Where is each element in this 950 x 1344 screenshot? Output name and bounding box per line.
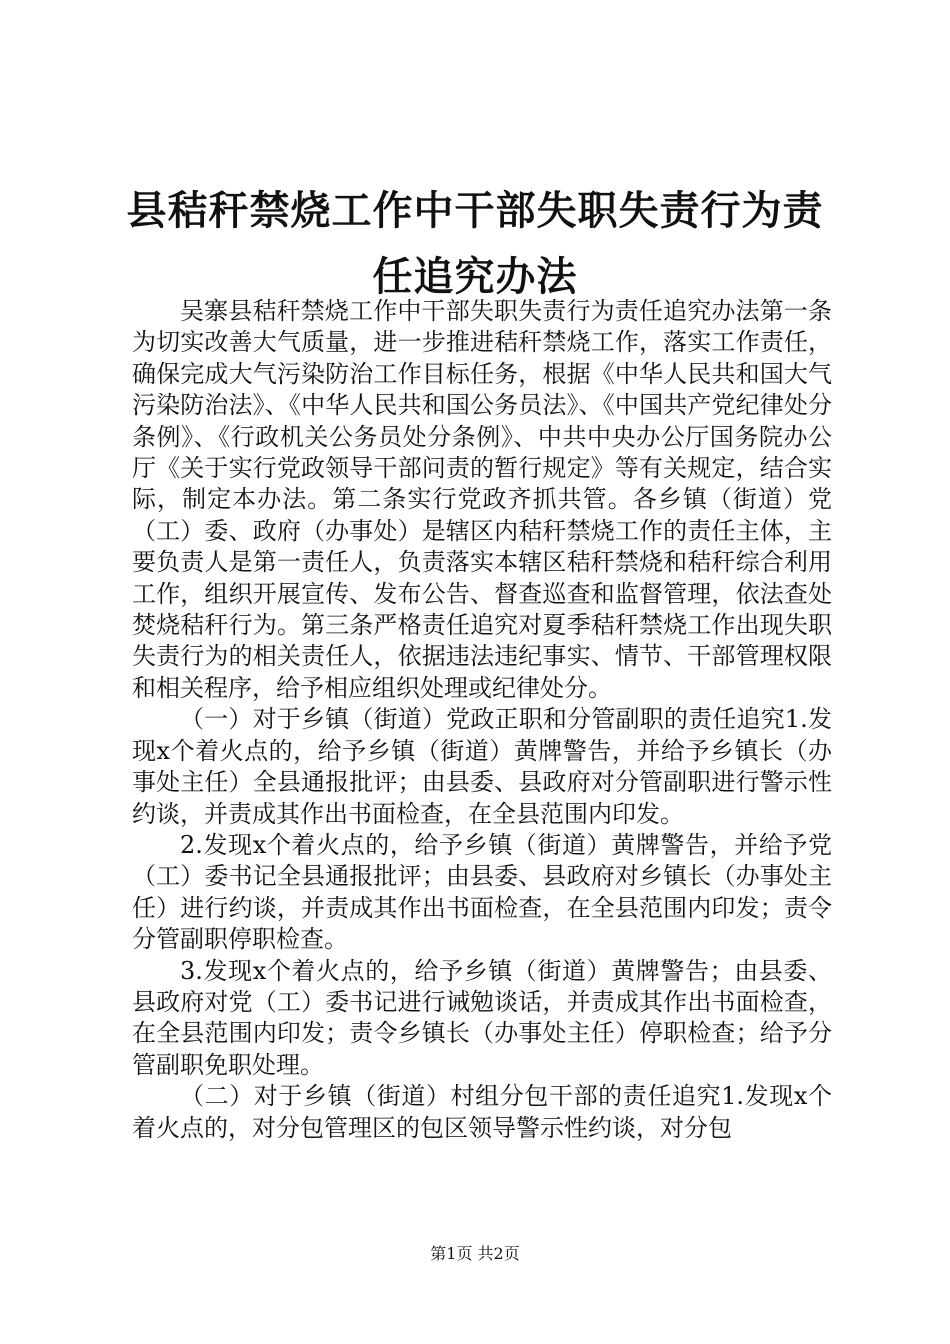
document-title: 县秸秆禁烧工作中干部失职失责行为责任追究办法 [126, 187, 824, 300]
paragraph-intro: 吴寨县秸秆禁烧工作中干部失职失责行为责任追究办法第一条为切实改善大气质量，进一步推进秸秆禁烧工作，落实工作责任，确保完成大气污染防治工作目标任务，根据《中华人民共和国大气污染防治法》、《中华人民共和国公务员法》、《中国共产党纪律处分条例》、《行政机关公务员处分条例》、中共中央办公厅国务院办公厅《关于实行党政领导干部问责的暂行规定》等有关规定，结合实际，制定本办法。第二条实行党政齐抓共管。各乡镇（街道）党（工）委、政府（办事处）是辖区内秸秆禁烧工作的责任主体，主要负责人是第一责任人，负责落实本辖区秸秆禁烧和秸秆综合利用工作，组织开展宣传、发布公告、督查巡查和监督管理，依法查处焚烧秸秆行为。第三条严格责任追究对夏季秸秆禁烧工作出现失职失责行为的相关责任人，依据违法违纪事实、情节、干部管理权限和相关程序，给予相应组织处理或纪律处分。 [132, 297, 832, 702]
paragraph-section-1: （一）对于乡镇（街道）党政正职和分管副职的责任追究1.发现x个着火点的，给予乡镇（街道）黄牌警告，并给予乡镇长（办事处主任）全县通报批评；由县委、县政府对分管副职进行警示性约谈，并责成其作出书面检查，在全县范围内印发。 [132, 705, 832, 828]
paragraph-item-3: 3.发现x个着火点的，给予乡镇（街道）黄牌警告；由县委、县政府对党（工）委书记进行诫勉谈话，并责成其作出书面检查，在全县范围内印发；责令乡镇长（办事处主任）停职检查；给予分管副职免职处理。 [132, 956, 832, 1079]
paragraph-item-2: 2.发现x个着火点的，给予乡镇（街道）黄牌警告，并给予党（工）委书记全县通报批评；由县委、县政府对乡镇长（办事处主任）进行约谈，并责成其作出书面检查，在全县范围内印发；责令分管副职停职检查。 [132, 830, 832, 954]
page-footer: 第1页 共2页 [430, 1244, 520, 1263]
document-body [132, 296, 832, 1144]
paragraph-section-2: （二）对于乡镇（街道）村组分包干部的责任追究1.发现x个着火点的，对分包管理区的包区领导警示性约谈，对分包 [132, 1082, 832, 1142]
